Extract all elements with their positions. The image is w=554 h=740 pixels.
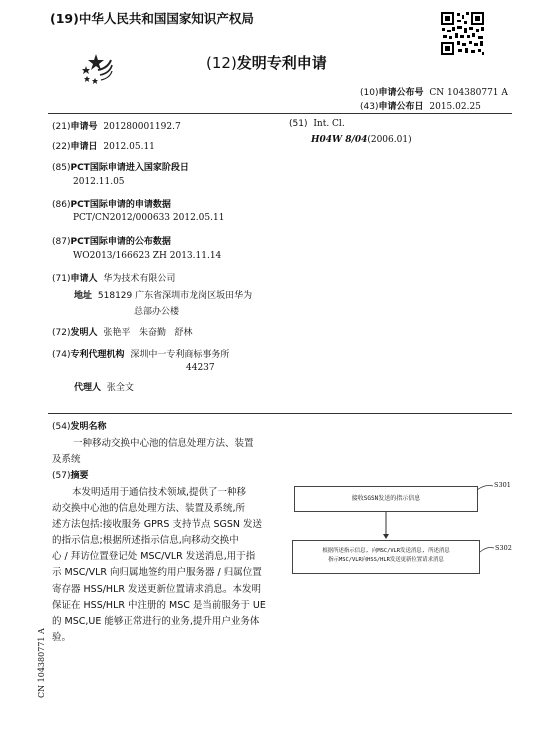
address-line2: 总部办公楼 [134,307,180,317]
invention-title-line2: 及系统 [52,454,81,465]
abstract-line: 述方法包括:接收服务 GPRS 支持节点 SGSN 发送 [52,519,263,531]
publication-number [360,85,508,98]
field-label: 摘要 [70,471,89,481]
pct-entry-date: 2012.11.05 [73,177,125,187]
pub-date-code: (43) [360,102,379,112]
field-address [74,288,252,301]
abstract-line: 的 MSC,UE 能够正常进行的业务,提升用户业务体 [52,615,260,627]
abstract-line: 示 MSC/VLR 向归属地签约用户服务器 / 归属位置 [52,567,262,579]
field-app-date [52,139,155,152]
field-label: Int. Cl. [313,119,345,129]
field-value: 201280001192.7 [103,122,181,132]
flow-step-2-line2: 指示MSC/VLR向HSS/HLR发送更新位置请求消息 [328,557,444,563]
abstract-line: 动交换中心池的信息处理方法、装置及系统,所 [52,503,246,515]
field-code: (21) [52,122,71,132]
pct-pub-data: WO2013/166623 ZH 2013.11.14 [73,251,222,261]
pub-date-label: 申请公布日 [378,102,424,112]
abstract-heading [52,468,89,481]
field-pct-entry [52,160,189,173]
field-code: (72) [52,328,71,338]
office-header [50,9,254,27]
office-code: (19) [50,11,79,26]
field-label: 发明名称 [70,422,107,432]
field-code: (51) [289,119,308,129]
abstract-figure [290,478,520,588]
flow-step-1-text: 接收SGSN发送的指示信息 [351,495,421,502]
abstract-line: 寄存器 HSS/HLR 发送更新位置请求消息。本发明 [52,583,261,595]
field-code: (85) [52,163,71,173]
field-label: 地址 [74,291,93,301]
field-code: (74) [52,350,71,360]
field-label: PCT国际申请进入国家阶段日 [70,163,189,173]
side-publication-number: CN 104380771 A [37,628,46,698]
field-agent [74,380,134,393]
field-value: 518129 广东省深圳市龙岗区坂田华为 [97,291,253,301]
abstract-line: 本发明适用于通信技术领域,提供了一种移 [72,487,247,498]
field-app-no [52,119,181,132]
field-code: (71) [52,274,71,284]
abstract-line: 的指示信息;根据所述指示信息,向移动交换中 [52,535,239,547]
flow-step-1 [294,486,478,512]
field-value: 张艳平 朱奋勤 舒林 [103,328,193,338]
invention-title-line1: 一种移动交换中心池的信息处理方法、装置 [73,438,254,449]
int-cl-year: (2006.01) [367,135,412,145]
field-applicant [52,271,175,284]
field-agency [52,347,229,360]
field-code: (54) [52,422,71,432]
pct-app-data: PCT/CN2012/000633 2012.05.11 [73,213,225,223]
doc-type: 发明专利申请 [236,54,327,72]
field-label: PCT国际申请的申请数据 [70,200,171,210]
agency-number: 44237 [186,363,215,373]
abstract-body [52,485,282,646]
pub-no-label: 申请公布号 [378,88,424,98]
doc-type-code: (12) [206,54,237,72]
field-code: (57) [52,471,71,481]
field-value: 华为技术有限公司 [103,274,176,284]
field-label: 申请号 [70,122,98,132]
office-name: 中华人民共和国国家知识产权局 [78,11,254,26]
field-label: PCT国际申请的公布数据 [70,237,171,247]
flow-step-2-label: S302 [495,544,512,552]
field-label: 申请人 [70,274,98,284]
publication-date [360,99,481,112]
field-pct-app [52,197,171,210]
flow-step-2 [292,540,480,574]
field-code: (87) [52,237,71,247]
field-label: 发明人 [70,328,98,338]
title-heading [52,419,107,432]
abstract-line: 保证在 HSS/HLR 中注册的 MSC 是当前服务于 UE [52,599,266,611]
cnipa-logo-icon [78,48,114,88]
flow-step-2-line1: 根据所述指示信息, 向MSC/VLR发送消息, 所述消息 [322,548,450,554]
field-code: (22) [52,142,71,152]
pub-no-code: (10) [360,88,379,98]
field-label: 专利代理机构 [70,350,125,360]
field-value: 张全文 [106,383,134,393]
flow-step-1-label: S301 [494,481,511,489]
field-inventors [52,325,193,338]
int-cl-class: H04W 8/04 [311,135,368,145]
field-value: 2012.05.11 [103,142,155,152]
int-cl-classification [311,135,412,145]
field-label: 申请日 [70,142,98,152]
biblio-divider [48,413,512,414]
field-code: (86) [52,200,71,210]
field-value: 深圳中一专利商标事务所 [130,350,230,360]
pub-date-value: 2015.02.25 [429,102,481,112]
field-label: 代理人 [74,383,102,393]
pub-no-value: CN 104380771 A [429,88,508,98]
field-int-cl [289,119,345,129]
doc-type-heading [206,52,327,73]
qr-code-icon [440,11,485,56]
header-divider [48,113,512,114]
abstract-line: 验。 [52,631,72,643]
abstract-line: 心 / 拜访位置登记处 MSC/VLR 发送消息,用于指 [52,551,256,563]
field-pct-pub [52,234,171,247]
